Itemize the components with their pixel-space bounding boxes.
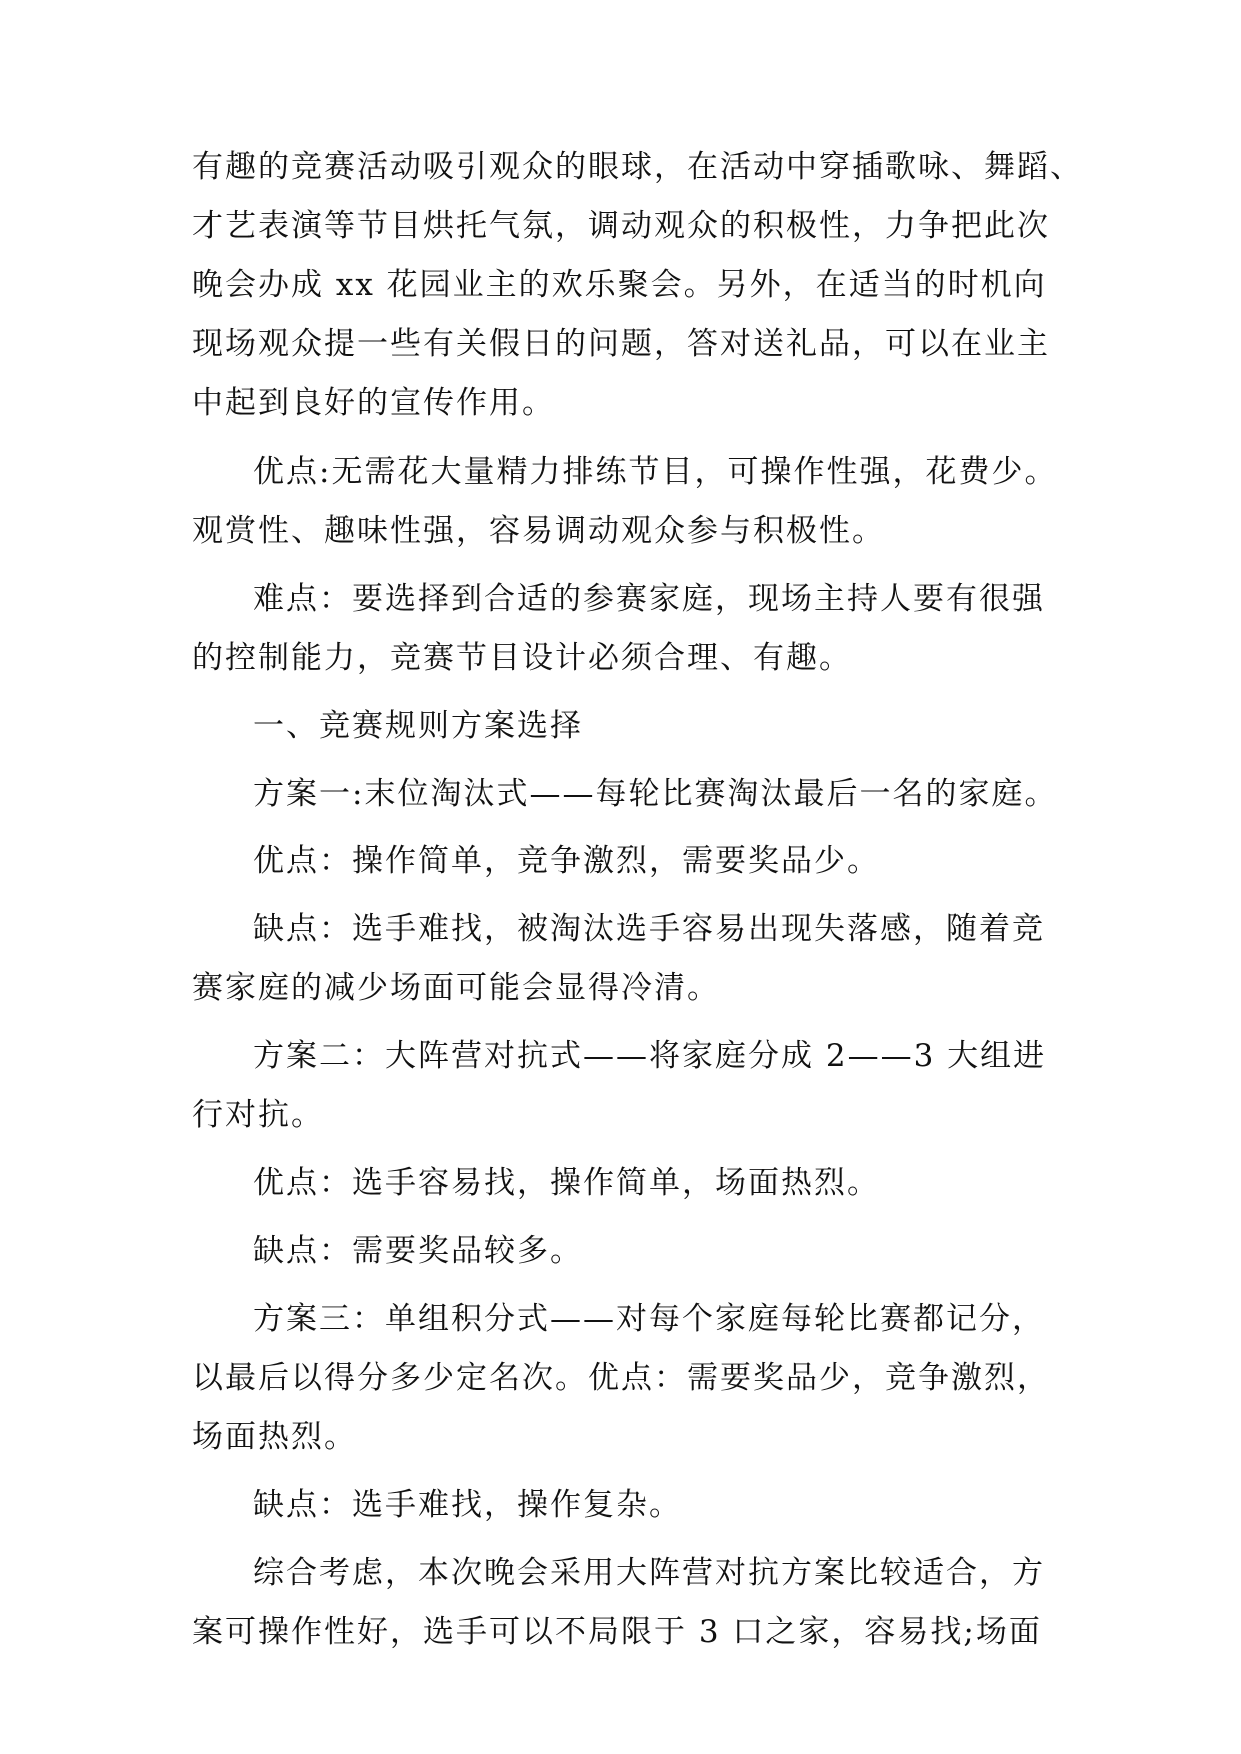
text-line: 难点：要选择到合适的参赛家庭，现场主持人要有很强 (253, 581, 1045, 617)
text-line: 场面热烈。 (192, 1419, 357, 1455)
text-line: 方案二：大阵营对抗式——将家庭分成 2——3 大组进 (253, 1038, 1047, 1074)
text-line: 优点：选手容易找，操作简单，场面热烈。 (253, 1165, 880, 1201)
section-heading: 一、竞赛规则方案选择 (253, 708, 583, 744)
text-line: 缺点：选手难找，被淘汰选手容易出现失落感，随着竞 (253, 911, 1045, 947)
text-line: 案可操作性好，选手可以不局限于 3 口之家，容易找;场面 (192, 1614, 1042, 1650)
text-line: 综合考虑，本次晚会采用大阵营对抗方案比较适合，方 (253, 1555, 1045, 1591)
text-line: 行对抗。 (192, 1097, 324, 1133)
text-line: 才艺表演等节目烘托气氛，调动观众的积极性，力争把此次 (192, 208, 1050, 244)
text-line: 缺点：需要奖品较多。 (253, 1233, 583, 1269)
text-line: 中起到良好的宣传作用。 (192, 385, 555, 421)
text-line: 现场观众提一些有关假日的问题，答对送礼品，可以在业主 (192, 326, 1050, 362)
text-line: 以最后以得分多少定名次。优点：需要奖品少，竞争激烈， (192, 1360, 1050, 1396)
text-line: 优点:无需花大量精力排练节目，可操作性强，花费少。 (253, 454, 1058, 490)
text-line: 方案一:末位淘汰式——每轮比赛淘汰最后一名的家庭。 (253, 776, 1058, 812)
text-line: 的控制能力，竞赛节目设计必须合理、有趣。 (192, 640, 852, 676)
text-line: 方案三：单组积分式——对每个家庭每轮比赛都记分， (253, 1301, 1045, 1337)
text-line: 晚会办成 xx 花园业主的欢乐聚会。另外，在适当的时机向 (192, 267, 1047, 303)
text-line: 优点：操作简单，竞争激烈，需要奖品少。 (253, 843, 880, 879)
text-line: 观赏性、趣味性强，容易调动观众参与积极性。 (192, 513, 885, 549)
text-line: 缺点：选手难找，操作复杂。 (253, 1487, 682, 1523)
text-line: 有趣的竞赛活动吸引观众的眼球，在活动中穿插歌咏、舞蹈、 (192, 149, 1083, 185)
text-line: 赛家庭的减少场面可能会显得冷清。 (192, 970, 720, 1006)
